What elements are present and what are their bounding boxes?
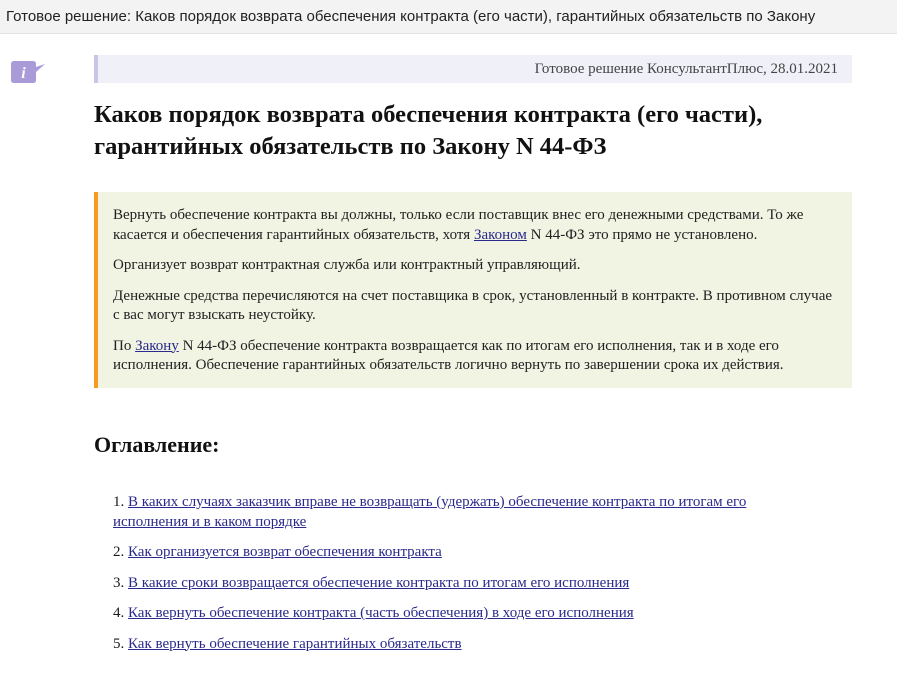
toc-item-number: 2. [113,544,128,560]
toc-link[interactable]: В каких случаях заказчик вправе не возвращать (удержать) обеспечение контракта по итогам его исполнения и в каком порядке [113,494,747,530]
toc-item-number: 4. [113,605,128,621]
summary-paragraph-2: Организует возврат контрактная служба или контрактный управляющий. [113,257,581,273]
toc-link[interactable]: Как организуется возврат обеспечения контракта [128,544,442,560]
toc-link[interactable]: Как вернуть обеспечение гарантийных обязательств [128,635,462,652]
law-link[interactable]: Закону [135,337,179,354]
toc-item-number: 1. [113,494,128,510]
toc-item-number: 3. [113,574,128,591]
toc-item [113,543,813,563]
toc-link[interactable]: В какие сроки возвращается обеспечение контракта по итогам его исполнения [128,574,630,591]
svg-text:i: i [21,65,26,82]
toc-item [113,493,813,532]
law-link[interactable]: Законом [473,226,527,243]
toc-item [113,635,813,655]
document-source [94,55,852,83]
summary-paragraph-1: Вернуть обеспечение контракта вы должны, только если поставщик внес его денежными средствами. То же касается и обеспечения гарантийных обязательств, хотя Законом N 44-ФЗ это прямо не установлено. [113,207,804,243]
window-title: Готовое решение: Каков порядок возврата обеспечения контракта (его части), гарантийных обязательств по Закону [6,8,816,25]
table-of-contents [113,493,813,665]
toc-heading: Оглавление: [94,432,220,457]
toc-item [113,604,813,624]
summary-paragraph-4: По Закону N 44-ФЗ обеспечение контракта возвращается как по итогам его исполнения, так и в ходе его исполнения. Обеспечение гарантийных обязательств логично вернуть по завершении срока их действия. [113,337,784,373]
summary-paragraph-3: Денежные средства перечисляются на счет поставщика в срок, установленный в контракте. В противном случае с вас могут взыскать неустойку. [113,287,833,323]
page-title: Каков порядок возврата обеспечения контракта (его части), гарантийных обязательств по Закону N 44-ФЗ [94,101,763,160]
toc-item [113,574,813,594]
toc-link[interactable]: Как вернуть обеспечение контракта (часть обеспечения) в ходе его исполнения [128,605,634,621]
window-title-bar [0,0,897,34]
info-icon[interactable] [11,60,46,84]
toc-item-number: 5. [113,635,128,652]
summary-box [94,192,852,388]
source-text: Готовое решение КонсультантПлюс, 28.01.2021 [534,61,838,77]
